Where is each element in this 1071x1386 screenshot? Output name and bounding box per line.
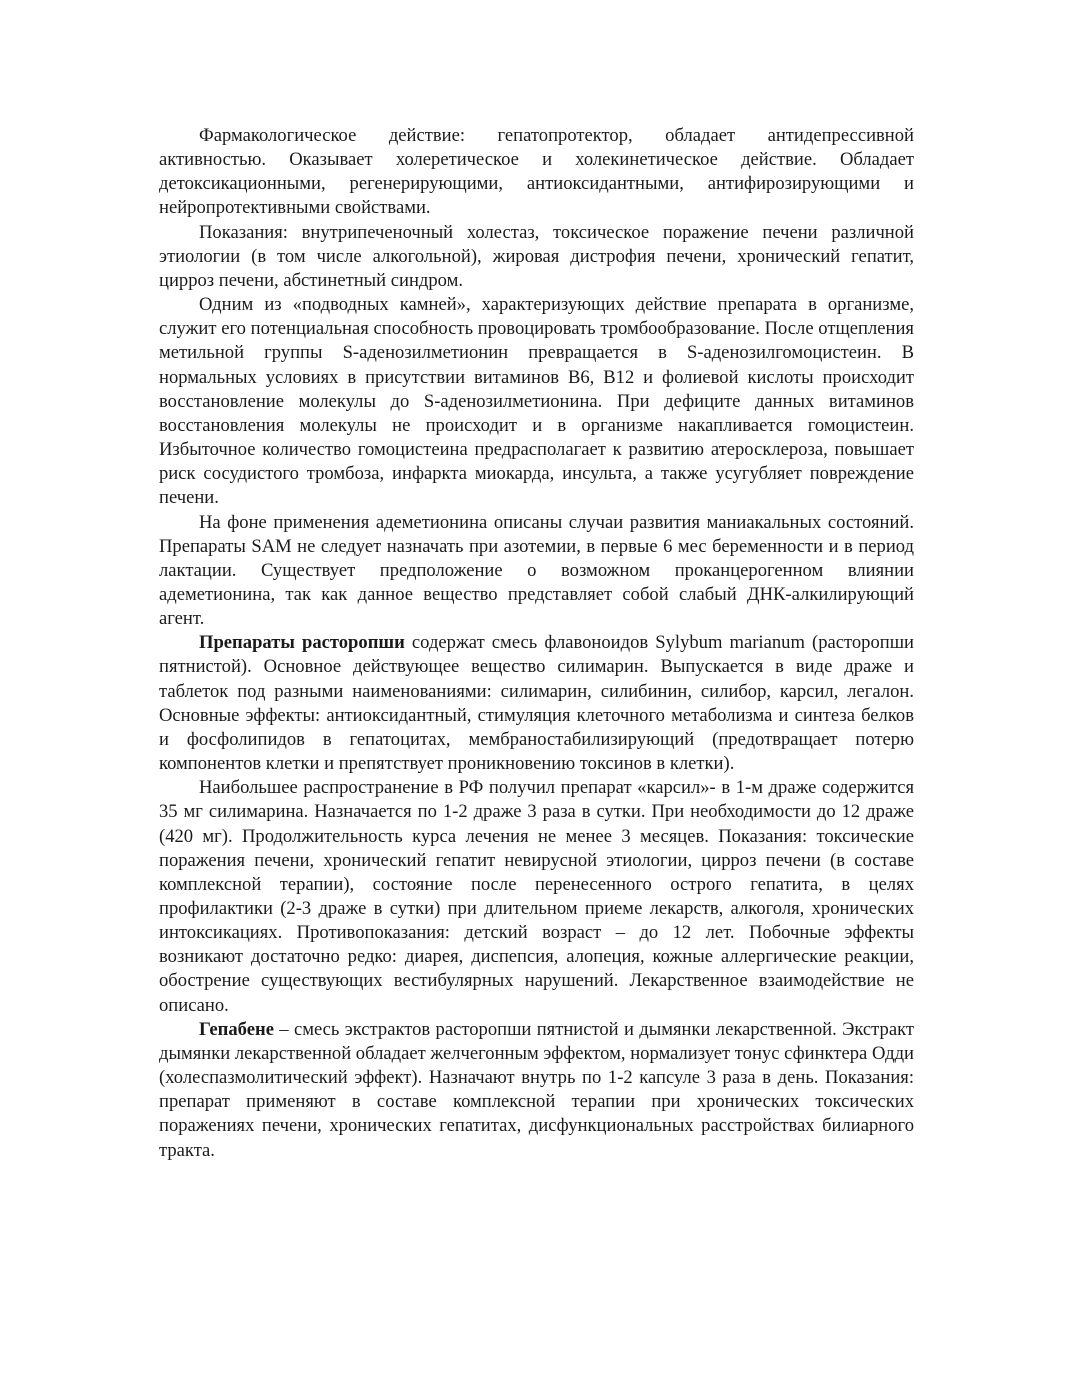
paragraph-milk-thistle [159, 631, 914, 776]
paragraph-text: Наибольшее распространение в РФ получил препарат «карсил»- в 1-м драже содержится 35 мг силимарина. Назначается по 1-2 драже 3 раза в сутки. При необходимости до 12 драже (420 мг). Продолжительность курса лечения не менее 3 месяцев. Показания: токсические поражения печени, хронический гепатит невирусной этиологии, цирроз печени (в составе комплексной терапии), состояние после перенесенного острого гепатита, в целях профилактики (2-3 драже в сутки) при длительном приеме лекарств, алкоголя, хронических интоксикациях. Противопоказания: детский возраст – до 12 лет. Побочные эффекты возникают достаточно редко: диарея, диспепсия, алопеция, кожные аллергические реакции, обострение существующих вестибулярных нарушений. Лекарственное взаимодействие не описано. [159, 777, 914, 1016]
paragraph-ademetionine-side-effects [159, 511, 914, 632]
document-page [159, 124, 914, 1163]
paragraph-text: Фармакологическое действие: гепатопротектор, обладает антидепрессивной активностью. Оказывает холеретическое и холекинетическое действие. Обладает детоксикационными, регенерирующими, антиоксидантными, антифирозирующими и нейропротективными свойствами. [159, 125, 914, 219]
paragraph-lead: Препараты расторопши [199, 632, 405, 654]
paragraph-indications [159, 221, 914, 293]
paragraph-hepabene [159, 1018, 914, 1163]
paragraph-karsil [159, 776, 914, 1018]
paragraph-text: Показания: внутрипеченочный холестаз, токсическое поражение печени различной этиологии (в том числе алкогольной), жировая дистрофия печени, хронический гепатит, цирроз печени, абстинетный синдром. [159, 221, 914, 291]
paragraph-text: содержат смесь флавоноидов Sylybum marianum (расторопши пятнистой). Основное действующее вещество силимарин. Выпускается в виде драже и таблеток под разными наименованиями: силимарин, силибинин, силибор, карсил, легалон. Основные эффекты: антиоксидантный, стимуляция клеточного метаболизма и синтеза белков и фосфолипидов в гепатоцитах, мембраностабилизирующий (предотвращает потерю компонентов клетки и препятствует проникновению токсинов в клетки). [159, 632, 914, 775]
paragraph-pharmacological-action [159, 124, 914, 221]
paragraph-text: – смесь экстрактов расторопши пятнистой и дымянки лекарственной. Экстракт дымянки лекарственной обладает желчегонным эффектом, нормализует тонус сфинктера Одди (холеспазмолитический эффект). Назначают внутрь по 1-2 капсуле 3 раза в день. Показания: препарат применяют в составе комплексной терапии при хронических токсических поражениях печени, хронических гепатитах, дисфункциональных расстройствах билиарного тракта. [159, 1018, 914, 1161]
paragraph-text: На фоне применения адеметионина описаны случаи развития маниакальных состояний. Препараты SAM не следует назначать при азотемии, в первые 6 мес беременности и в период лактации. Существует предположение о возможном проканцерогенном влиянии адеметионина, так как данное вещество представляет собой слабый ДНК-алкилирующий агент. [159, 511, 914, 630]
paragraph-thrombosis-risk [159, 293, 914, 510]
paragraph-text: Одним из «подводных камней», характеризующих действие препарата в организме, служит его потенциальная способность провоцировать тромбообразование. После отщепления метильной группы S-аденозилметионин превращается в S-аденозилгомоцистеин. В нормальных условиях в присутствии витаминов В6, В12 и фолиевой кислоты происходит восстановление молекулы до S-аденозилметионина. При дефиците данных витаминов восстановления молекулы не происходит и в организме накапливается гомоцистеин. Избыточное количество гомоцистеина предрасполагает к развитию атеросклероза, повышает риск сосудистого тромбоза, инфаркта миокарда, инсульта, а также усугубляет повреждение печени. [159, 294, 914, 509]
paragraph-lead: Гепабене [199, 1018, 274, 1040]
